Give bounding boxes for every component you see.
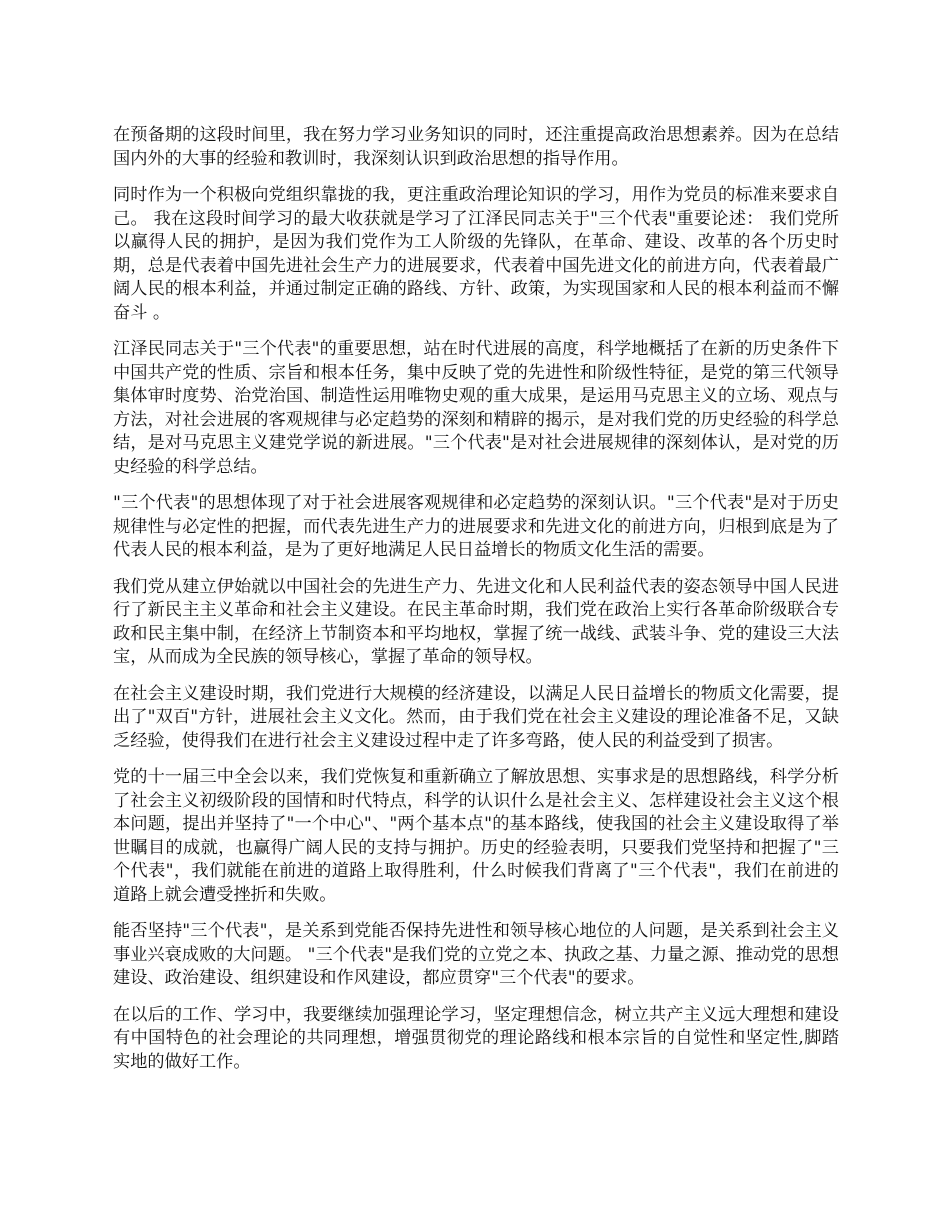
paragraph-9: 在以后的工作、学习中，我要继续加强理论学习，坚定理想信念，树立共产主义远大理想和建设有中国特色的社会理论的共同理想，增强贯彻党的理论路线和根本宗旨的自觉性和坚定性,脚踏实地的做好工作。 [113, 1004, 839, 1072]
paragraph-4: "三个代表"的思想体现了对于社会进展客观规律和必定趋势的深刻认识。"三个代表"是对于历史规律性与必定性的把握，而代表先进生产力的进展要求和先进文化的前进方向，归根到底是为了代表人民的根本利益，是为了更好地满足人民日益增长的物质文化生活的需要。 [113, 493, 839, 560]
paragraph-1: 在预备期的这段时间里，我在努力学习业务知识的同时，还注重提高政治思想素养。因为在总结国内外的大事的经验和教训时，我深刻认识到政治思想的指导作用。 [113, 125, 839, 169]
paragraph-3: 江泽民同志关于"三个代表"的重要思想，站在时代进展的高度，科学地概括了在新的历史条件下中国共产党的性质、宗旨和根本任务，集中反映了党的先进性和阶级性特征，是党的第三代领导集体审时度势、治党治国、制造性运用唯物史观的重大成果，是运用马克思主义的立场、观点与方法，对社会进展的客观规律与必定趋势的深刻和精辟的揭示，是对我们党的历史经验的科学总结，是对马克思主义建党学说的新进展。"三个代表"是对社会进展规律的深刻体认，是对党的历史经验的科学总结。 [113, 339, 839, 477]
paragraph-5: 我们党从建立伊始就以中国社会的先进生产力、先进文化和人民利益代表的姿态领导中国人民进行了新民主主义革命和社会主义建设。在民主革命时期，我们党在政治上实行各革命阶级联合专政和民主集中制，在经济上节制资本和平均地权，掌握了统一战线、武装斗争、党的建设三大法宝，从而成为全民族的领导核心，掌握了革命的领导权。 [113, 576, 839, 667]
paragraph-8: 能否坚持"三个代表"，是关系到党能否保持先进性和领导核心地位的人问题，是关系到社会主义事业兴衰成败的大问题。 "三个代表"是我们党的立党之本、执政之基、力量之源、推动党的思想建设、政治建设、组织建设和作风建设，都应贯穿"三个代表"的要求。 [113, 921, 839, 988]
document-body [113, 124, 839, 1087]
paragraph-6: 在社会主义建设时期，我们党进行大规模的经济建设，以满足人民日益增长的物质文化需要，提出了"双百"方针，进展社会主义文化。然而，由于我们党在社会主义建设的理论准备不足，又缺乏经验，使得我们在进行社会主义建设过程中走了许多弯路，使人民的利益受到了损害。 [113, 683, 839, 751]
paragraph-7: 党的十一届三中全会以来，我们党恢复和重新确立了解放思想、实事求是的思想路线，科学分析了社会主义初级阶段的国情和时代特点，科学的认识什么是社会主义、怎样建设社会主义这个根本问题，提出并坚持了"一个中心"、"两个基本点"的基本路线，使我国的社会主义建设取得了举世瞩目的成就，也赢得广阔人民的支持与拥护。历史的经验表明，只要我们党坚持和把握了"三个代表"，我们就能在前进的道路上取得胜利，什么时候我们背离了"三个代表"，我们在前进的道路上就会遭受挫折和失败。 [113, 767, 839, 905]
paragraph-2: 同时作为一个积极向党组织靠拢的我，更注重政治理论知识的学习，用作为党员的标准来要求自己。 我在这段时间学习的最大收获就是学习了江泽民同志关于"三个代表"重要论述： 我们党所以赢得人民的拥护，是因为我们党作为工人阶级的先锋队，在革命、建设、改革的各个历史时期，总是代表着中国先进社会生产力的进展要求，代表着中国先进文化的前进方向，代表着最广阔人民的根本利益，并通过制定正确的路线、方针、政策，为实现国家和人民的根本利益而不懈奋斗 。 [113, 185, 839, 323]
